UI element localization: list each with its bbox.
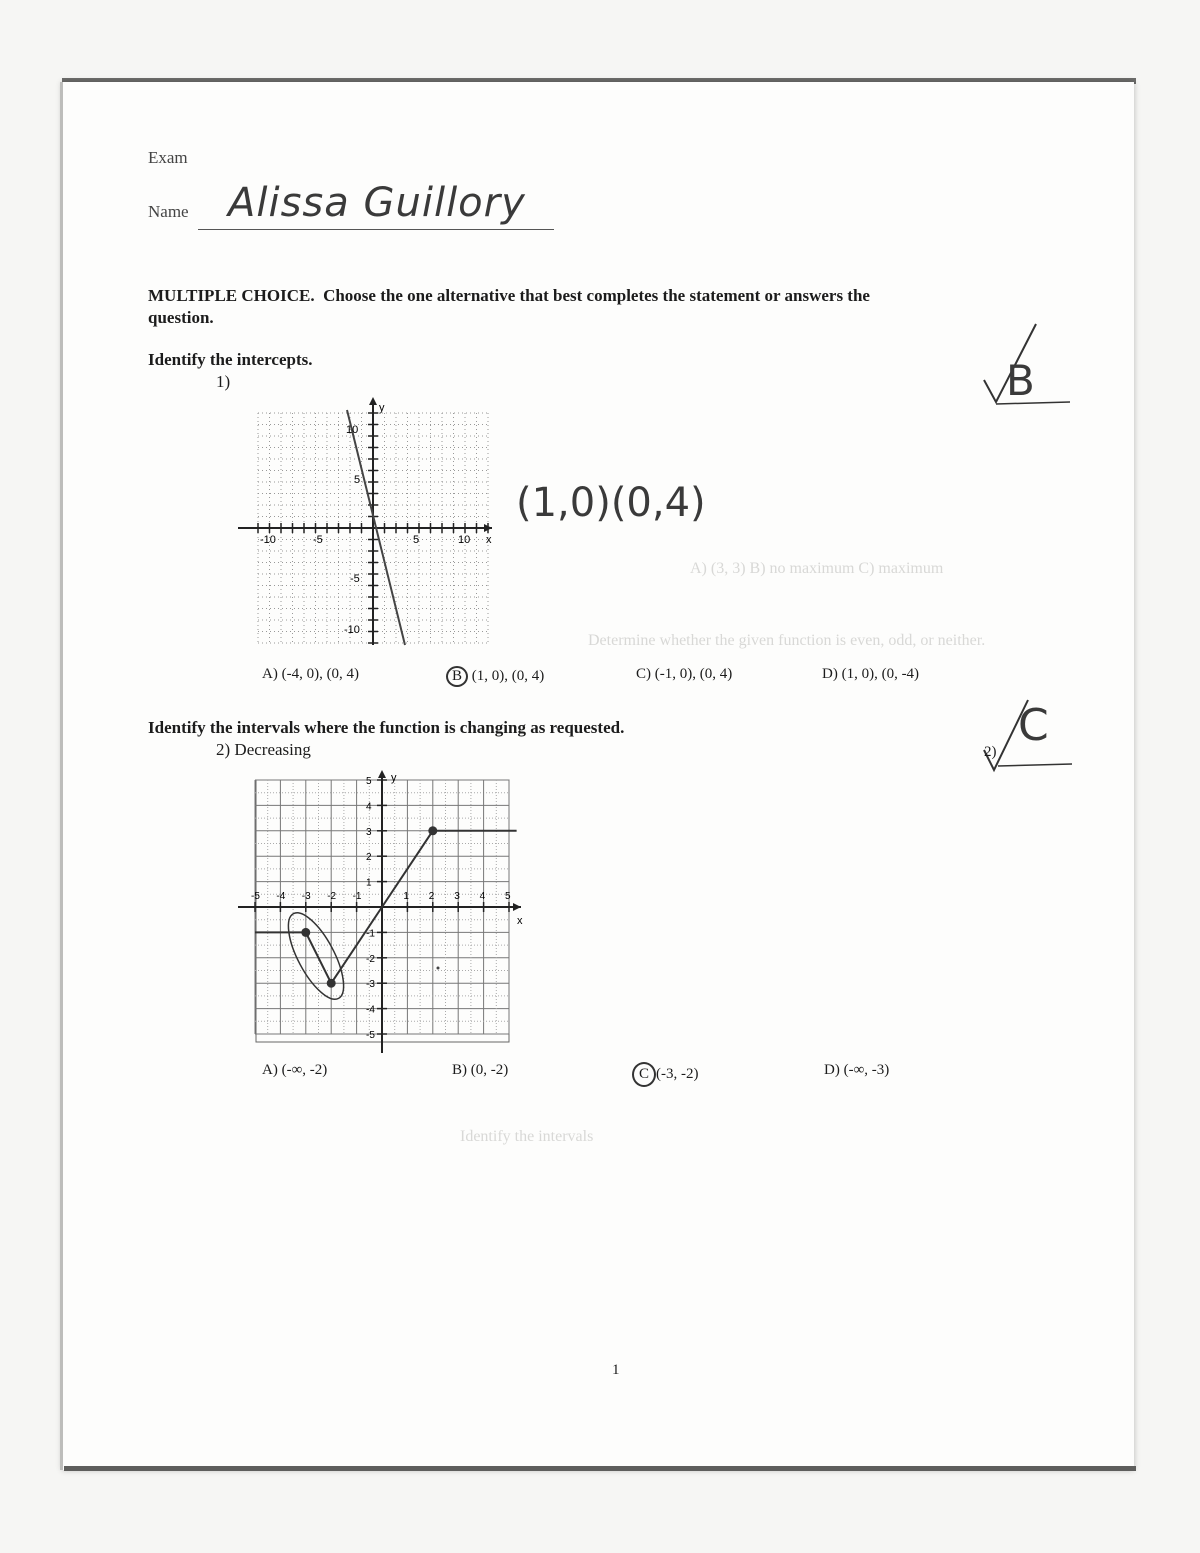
q2-tick-label-x: 5	[505, 891, 511, 902]
q2-number-label: 2) Decreasing	[216, 740, 311, 759]
q2-option-a[interactable]: A) (-∞, -2)	[262, 1062, 328, 1078]
q1-section-heading: Identify the intercepts.	[148, 350, 313, 369]
q1-tick-label: 10	[458, 534, 471, 546]
q1-number: 1)	[216, 372, 231, 391]
q2-tick-label-x: 2	[428, 891, 435, 902]
q1-handwritten-answer: B	[1006, 356, 1035, 405]
q1-handwritten-work: (1,0)(0,4)	[516, 480, 706, 526]
q1-graph	[230, 395, 500, 655]
q2-tick-label-x: 1	[403, 891, 409, 902]
q1-tick-label: -10	[344, 624, 360, 636]
q2-tick-label-x: 3	[454, 891, 460, 902]
q2-tick-label-y: 5	[366, 776, 372, 787]
q1-selected-circle: B	[446, 666, 468, 687]
q1-option-a[interactable]: A) (-4, 0), (0, 4)	[262, 666, 360, 682]
q2-margin-number: 2)	[984, 744, 997, 760]
page-number: 1	[612, 1362, 620, 1378]
bleed-through-line: Identify the intervals	[460, 1128, 594, 1145]
q1-tick-label: 10	[346, 424, 359, 436]
q1-y-arrow	[369, 397, 377, 405]
q2-tick-label-x: -4	[276, 891, 286, 902]
q1-tick-label: -5	[350, 573, 360, 585]
q2-option-d[interactable]: D) (-∞, -3)	[824, 1062, 890, 1078]
q2-handwritten-answer: C	[1018, 700, 1049, 751]
exam-label: Exam	[148, 148, 188, 167]
q2-option-b[interactable]: B) (0, -2)	[452, 1062, 509, 1078]
q2-tick-label-y: 1	[366, 877, 372, 889]
q2-tick-label-y: 3	[366, 826, 372, 838]
q2-point	[327, 979, 336, 988]
name-label: Name	[148, 202, 189, 221]
q2-tick-label-y: 4	[366, 801, 372, 813]
q1-tick-label: -10	[260, 534, 276, 546]
q2-graph	[236, 770, 526, 1060]
instructions-text: Choose the one alternative that best completes the statement or answers the	[323, 286, 870, 305]
paper-edge-bottom	[64, 1466, 1136, 1471]
q2-tick-label-x: -2	[327, 891, 337, 902]
q2-tick-label-x: -5	[251, 891, 260, 902]
q1-option-b-text: (1, 0), (0, 4)	[471, 668, 545, 684]
q2-point	[428, 826, 437, 835]
q2-selected-circle: C	[632, 1062, 656, 1087]
student-name-signature: Alissa Guillory	[228, 180, 526, 226]
name-underline	[198, 229, 554, 230]
q2-pencil-dot	[437, 967, 440, 970]
q1-y-label: y	[379, 402, 385, 414]
q1-x-label: x	[486, 534, 492, 546]
instructions	[148, 286, 870, 306]
q2-tick-label-y: 2	[366, 852, 372, 864]
q1-option-c[interactable]: C) (-1, 0), (0, 4)	[636, 666, 733, 682]
q1-tick-label: 5	[413, 534, 420, 546]
q2-x-label: x	[517, 915, 523, 927]
q2-y-arrow	[378, 770, 386, 778]
q2-option-c-text: (-3, -2)	[656, 1066, 699, 1082]
q2-option-c[interactable]	[638, 1062, 699, 1087]
q2-x-arrow	[513, 903, 521, 911]
q2-tick-label-y: -2	[366, 953, 375, 965]
q1-option-b[interactable]	[450, 666, 544, 687]
bleed-through-line: Determine whether the given function is even, odd, or neither.	[588, 632, 986, 649]
q2-tick-label-x: 4	[479, 891, 486, 902]
q2-tick-label-x: -3	[301, 891, 311, 902]
q2-tick-label-y: -5	[366, 1030, 375, 1041]
q2-tick-label-y: -1	[366, 928, 375, 940]
q2-y-label: y	[391, 772, 397, 784]
q1-option-d[interactable]: D) (1, 0), (0, -4)	[822, 666, 920, 682]
q2-tick-label-x: -1	[352, 891, 362, 902]
q2-tick-label-y: -4	[366, 1004, 375, 1016]
q1-tick-label: -5	[313, 534, 323, 546]
paper-edge-left	[60, 82, 63, 1470]
bleed-through-line: A) (3, 3) B) no maximum C) maximum	[690, 560, 944, 577]
instructions-title: MULTIPLE CHOICE.	[148, 286, 315, 305]
q2-section-heading: Identify the intervals where the function is changing as requested.	[148, 718, 625, 737]
q2-handdrawn-loop	[278, 905, 355, 1007]
q2-tick-label-y: -3	[366, 979, 375, 991]
q2-point	[301, 928, 310, 937]
q1-tick-label: 5	[354, 474, 361, 486]
instructions-text-cont: question.	[148, 308, 214, 327]
